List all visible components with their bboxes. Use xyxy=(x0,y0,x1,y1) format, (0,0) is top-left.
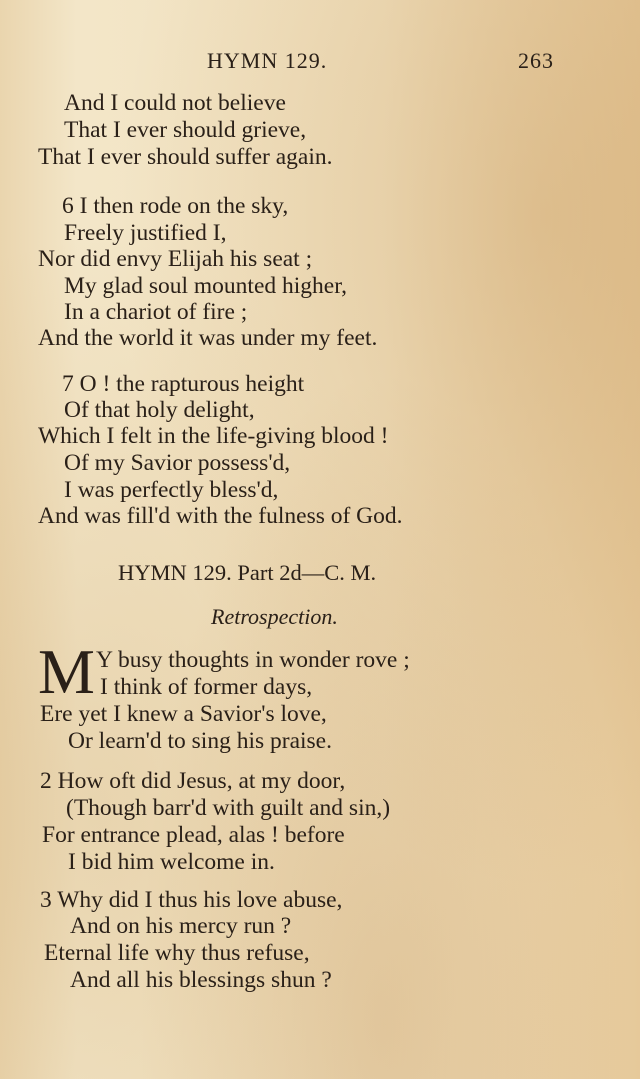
verse-line: And on his mercy run ? xyxy=(70,913,292,939)
verse-line: I was perfectly bless'd, xyxy=(64,477,279,503)
verse-line: Ere yet I knew a Savior's love, xyxy=(40,701,327,727)
verse-line: Y busy thoughts in wonder rove ; xyxy=(96,647,410,673)
verse-line: Which I felt in the life-giving blood ! xyxy=(38,423,389,449)
verse-line: For entrance plead, alas ! before xyxy=(42,822,345,848)
verse-line: And all his blessings shun ? xyxy=(70,967,332,993)
verse-line: I bid him welcome in. xyxy=(68,849,275,875)
verse-line: Or learn'd to sing his praise. xyxy=(68,728,332,754)
drop-cap: M xyxy=(38,636,93,707)
verse-line: (Though barr'd with guilt and sin,) xyxy=(66,795,391,821)
verse-line: 3 Why did I thus his love abuse, xyxy=(40,887,343,913)
verse-line: And was fill'd with the fulness of God. xyxy=(38,503,403,529)
verse-line: That I ever should grieve, xyxy=(64,117,307,143)
verse-line: In a chariot of fire ; xyxy=(64,299,248,325)
verse-line: Of that holy delight, xyxy=(64,397,255,423)
verse-line: That I ever should suffer again. xyxy=(38,144,333,170)
verse-line: My glad soul mounted higher, xyxy=(64,273,347,299)
verse-line: And I could not believe xyxy=(64,90,286,116)
hymn-subtitle: Retrospection. xyxy=(211,604,338,629)
verse-line: 7 O ! the rapturous height xyxy=(62,371,305,397)
verse-line: Eternal life why thus refuse, xyxy=(44,940,310,966)
verse-line: I think of former days, xyxy=(100,674,313,700)
verse-line: And the world it was under my feet. xyxy=(38,325,378,351)
running-title: HYMN 129. xyxy=(207,48,328,73)
verse-line: Nor did envy Elijah his seat ; xyxy=(38,246,313,272)
verse-line: 2 How oft did Jesus, at my door, xyxy=(40,768,346,794)
verse-line: 6 I then rode on the sky, xyxy=(62,193,289,219)
verse-line: Of my Savior possess'd, xyxy=(64,450,291,476)
hymn-title: HYMN 129. Part 2d—C. M. xyxy=(118,560,377,585)
verse-line: Freely justified I, xyxy=(64,220,227,246)
page-number: 263 xyxy=(518,48,554,73)
